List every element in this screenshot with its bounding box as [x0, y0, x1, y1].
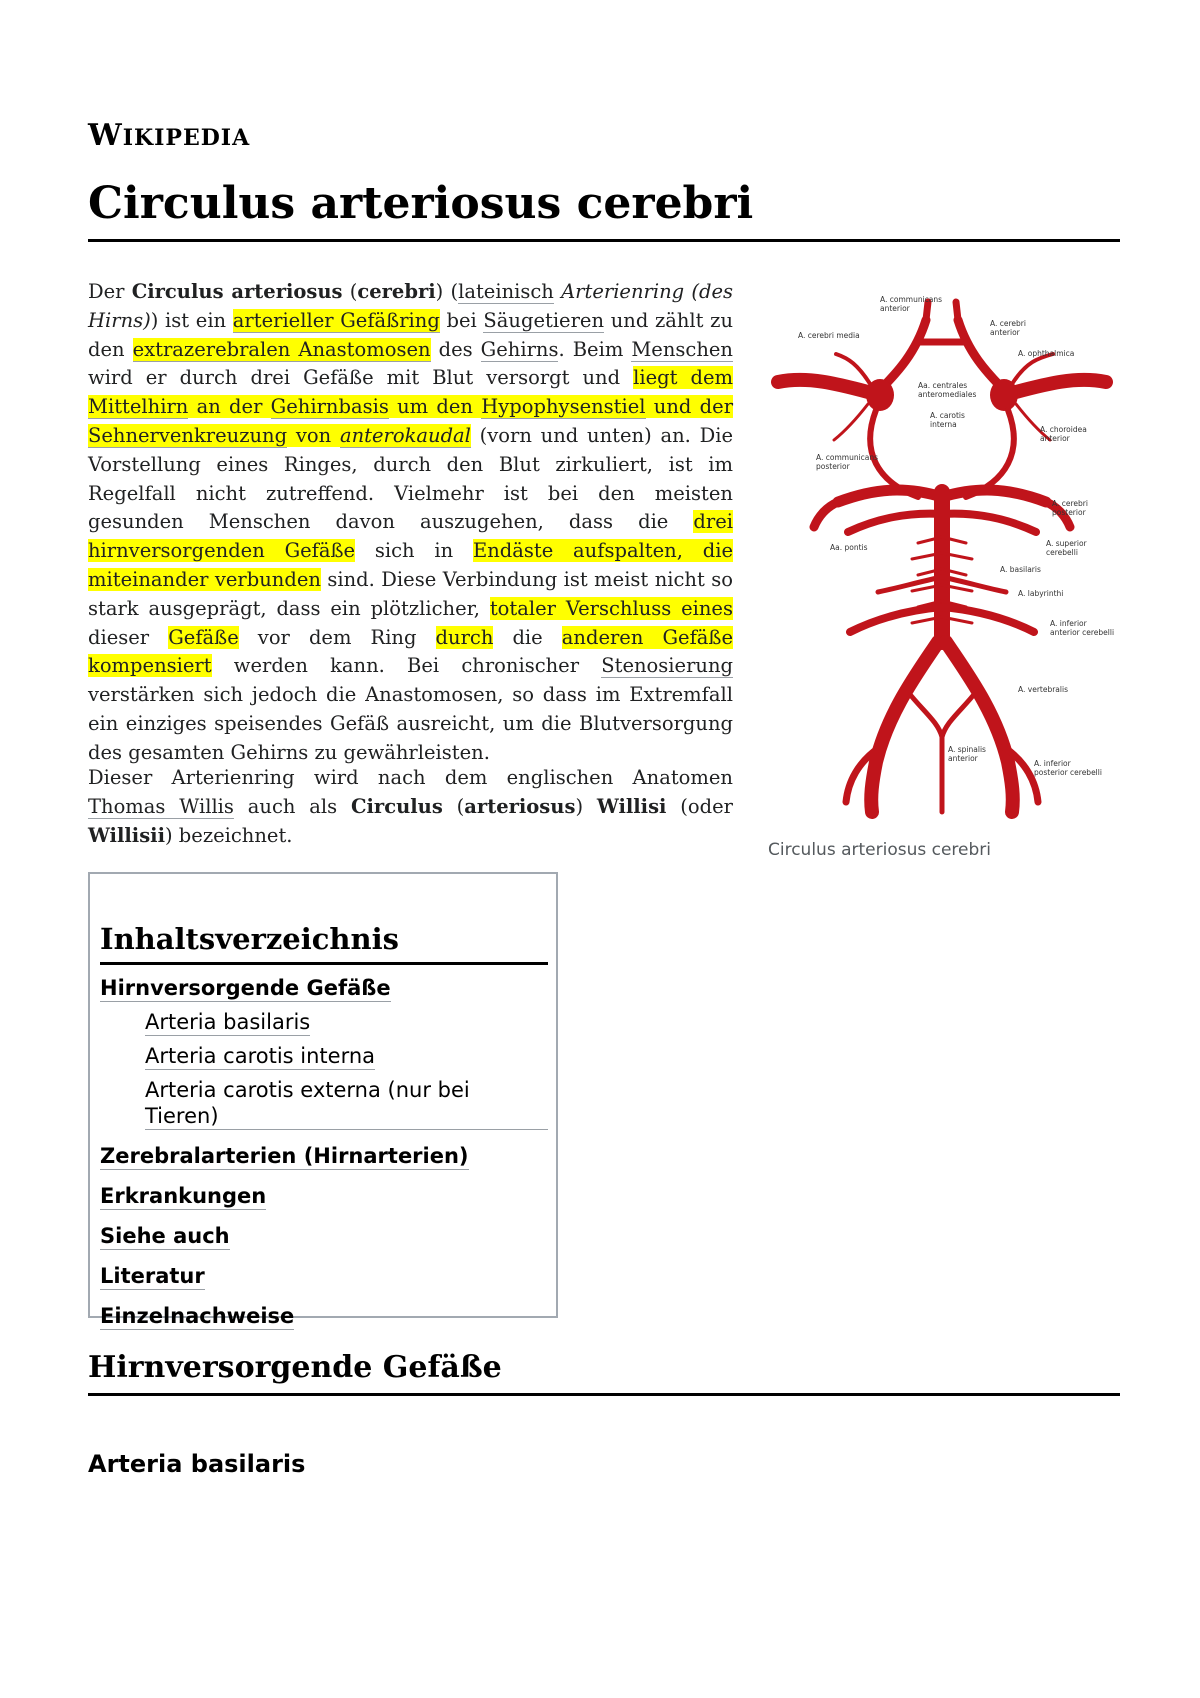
vessel-vertebralis-right — [946, 642, 1013, 812]
text-run: und zählt zu den — [88, 308, 734, 361]
text-run: Der — [88, 280, 132, 303]
page-title: Circulus arteriosus cerebri — [88, 178, 1120, 242]
intro-paragraph-1 — [88, 278, 733, 768]
text-run: Arterienring (des Hirns) — [88, 280, 733, 332]
article-link[interactable]: Thomas Willis — [88, 794, 234, 818]
text-run: ( — [342, 280, 358, 303]
diagram-label: Aa. pontis — [830, 543, 868, 552]
text-run: ) bezeichnet. — [164, 823, 293, 847]
subsection-heading: Arteria basilaris — [88, 1450, 306, 1478]
highlighted-text: anderen Gefäße kompensiert — [88, 625, 733, 678]
article-link[interactable]: Hypophysenstiel — [481, 395, 646, 419]
toc-link[interactable]: Arteria carotis interna — [145, 1044, 376, 1068]
vessel-anterior-tip-left — [926, 302, 928, 320]
text-run: ) ( — [435, 280, 459, 303]
vessel-cerebri-media-right — [1016, 380, 1106, 392]
figure-caption: Circulus arteriosus cerebri — [768, 840, 992, 860]
text-run: dieser — [88, 625, 169, 649]
vessel-labyrinthi-left — [878, 577, 942, 592]
article-link[interactable]: arterieller Gefäßring — [232, 308, 440, 332]
intro-paragraph-2 — [88, 764, 733, 850]
text-run: die — [493, 625, 562, 649]
toc-link[interactable]: Literatur — [100, 1264, 205, 1288]
text-run: bei — [439, 308, 484, 332]
text-run: Dieser Arterienring wird nach dem englischen Anatomen — [88, 766, 733, 789]
highlighted-text: Endäste aufspalten, die miteinander verbunden — [88, 539, 733, 591]
highlighted-text: um den — [388, 395, 482, 419]
article-link[interactable]: Sehnervenkreuzung — [88, 423, 288, 447]
toc-link[interactable]: Arteria basilaris — [145, 1010, 311, 1034]
diagram-label: A. basilaris — [1000, 565, 1041, 574]
text-run: Circulus — [351, 794, 443, 818]
table-of-contents — [88, 872, 558, 1328]
text-run: (vorn und unten) an. Die Vorstellung eines Ringes, durch den Blut zirkuliert, ist im Regelfall nicht zutreffend. Vielmehr ist bei den meisten gesunden Menschen davon auszugehen, dass die — [88, 423, 734, 534]
diagram-label: A. vertebralis — [1018, 685, 1068, 694]
vessel-choroidea-left — [834, 404, 868, 440]
text-run: werden kann. Bei chronischer — [211, 654, 602, 678]
highlighted-text: und der — [645, 395, 734, 419]
highlighted-text: durch — [435, 625, 494, 649]
section-heading: Hirnversorgende Gefäße — [88, 1350, 1120, 1396]
text-run: sind. Diese Verbindung ist meist nicht so stark ausgeprägt, dass ein plötzlicher, — [88, 567, 734, 620]
vessel-posterior-end-left — [814, 502, 838, 527]
toc-link[interactable]: Erkrankungen — [100, 1184, 267, 1208]
vessel-cerebri-posterior-left — [838, 490, 942, 502]
vessel-superior-cerebelli-right — [942, 514, 1036, 532]
diagram-label: A. ophthalmica — [1018, 349, 1075, 358]
text-run: Willisi — [596, 794, 667, 818]
wikipedia-wordmark[interactable] — [88, 118, 250, 153]
article-link[interactable]: Gehirns — [480, 337, 559, 361]
text-run: auch als — [233, 794, 351, 818]
text-run: wird er durch drei Gefäße mit Blut versorgt und — [88, 366, 634, 390]
text-run: ) ist ein — [150, 308, 233, 332]
vessel-vertebralis-left — [871, 642, 938, 812]
article-link[interactable]: Säugetieren — [483, 308, 605, 332]
diagram-label: A. communicans anterior — [880, 295, 943, 313]
diagram-label: A. spinalis anterior — [948, 745, 986, 763]
toc-link[interactable]: Einzelnachweise — [100, 1304, 295, 1328]
vessel-superior-cerebelli-left — [848, 514, 942, 532]
article-link[interactable]: Mittelhirn — [88, 395, 189, 419]
vessel-spinalis-anterior-right — [942, 692, 976, 737]
text-run: des — [430, 337, 481, 361]
highlighted-text: von — [287, 423, 340, 447]
article-link[interactable]: Gehirnbasis — [270, 395, 389, 419]
vessel-communicans-posterior-right — [966, 410, 1014, 497]
diagram-label: A. superior cerebelli — [1046, 539, 1087, 557]
toc-list — [100, 975, 548, 1330]
article-link[interactable]: extrazerebralen Anastomosen — [132, 337, 431, 361]
text-run: arteriosus — [464, 794, 576, 818]
diagram-label: A. cerebri posterior — [1052, 499, 1088, 517]
diagram-label: A. inferior posterior cerebelli — [1034, 759, 1102, 777]
highlighted-text: an der — [188, 395, 271, 419]
text-run: vor dem Ring — [238, 625, 436, 649]
diagram-label: A. choroidea anterior — [1040, 425, 1087, 443]
diagram-label: A. labyrinthi — [1018, 589, 1064, 598]
article-link[interactable]: lateinisch — [458, 280, 554, 303]
toc-link[interactable]: Arteria carotis externa (nur bei Tieren) — [145, 1077, 548, 1130]
text-run: (oder — [666, 794, 734, 818]
article-link[interactable]: Menschen — [631, 337, 733, 361]
toc-link[interactable]: Hirnversorgende Gefäße — [100, 976, 391, 1000]
text-run: ( — [442, 794, 465, 818]
diagram-label: A. inferior anterior cerebelli — [1050, 619, 1115, 637]
diagram-label: A. carotis interna — [930, 411, 965, 429]
diagram-labels — [798, 295, 1114, 777]
diagram-label: A. cerebri anterior — [990, 319, 1026, 337]
article-link[interactable]: anterokaudal — [339, 423, 471, 447]
text-run: Willisii — [88, 823, 165, 847]
article-link[interactable]: Stenosierung — [601, 654, 733, 678]
text-run: Circulus arteriosus — [131, 280, 343, 303]
toc-link[interactable]: Siehe auch — [100, 1224, 230, 1248]
diagram-label: Aa. centrales anteromediales — [918, 381, 977, 399]
text-run: cerebri — [357, 280, 436, 303]
toc-link[interactable]: Zerebralarterien (Hirnarterien) — [100, 1144, 469, 1168]
diagram-label: A. communicans posterior — [816, 453, 879, 471]
text-run: sich in — [355, 539, 473, 563]
highlighted-text: totaler Verschluss eines — [489, 596, 733, 620]
infobox-figure — [768, 292, 1116, 860]
toc-title: Inhaltsverzeichnis — [100, 922, 548, 965]
text-run — [554, 280, 561, 303]
highlighted-text: liegt dem — [633, 366, 733, 390]
highlighted-text: Gefäße — [168, 625, 239, 649]
circle-of-willis-diagram[interactable] — [768, 292, 1116, 832]
vessel-cerebri-media-left — [778, 380, 868, 392]
vessel-anterior-tip-right — [956, 302, 958, 320]
diagram-label: A. cerebri media — [798, 331, 860, 340]
vessel-labyrinthi-right — [942, 577, 1006, 592]
vessel-drawing — [778, 302, 1106, 812]
text-run: . Beim — [558, 337, 632, 361]
wordmark-text: WIKIPEDIA — [88, 118, 251, 153]
vessel-cerebri-posterior-right — [942, 490, 1046, 502]
highlighted-text: drei hirnversorgenden Gefäße — [88, 510, 733, 563]
text-run: ) — [575, 794, 597, 818]
vessel-spinalis-anterior — [908, 692, 942, 812]
text-run: verstärken sich jedoch die Anastomosen, so dass im Extremfall ein einziges speisendes Gefäß ausreicht, um die Blutversorgung des gesamten Gehirns zu gewährleisten. — [88, 683, 733, 764]
